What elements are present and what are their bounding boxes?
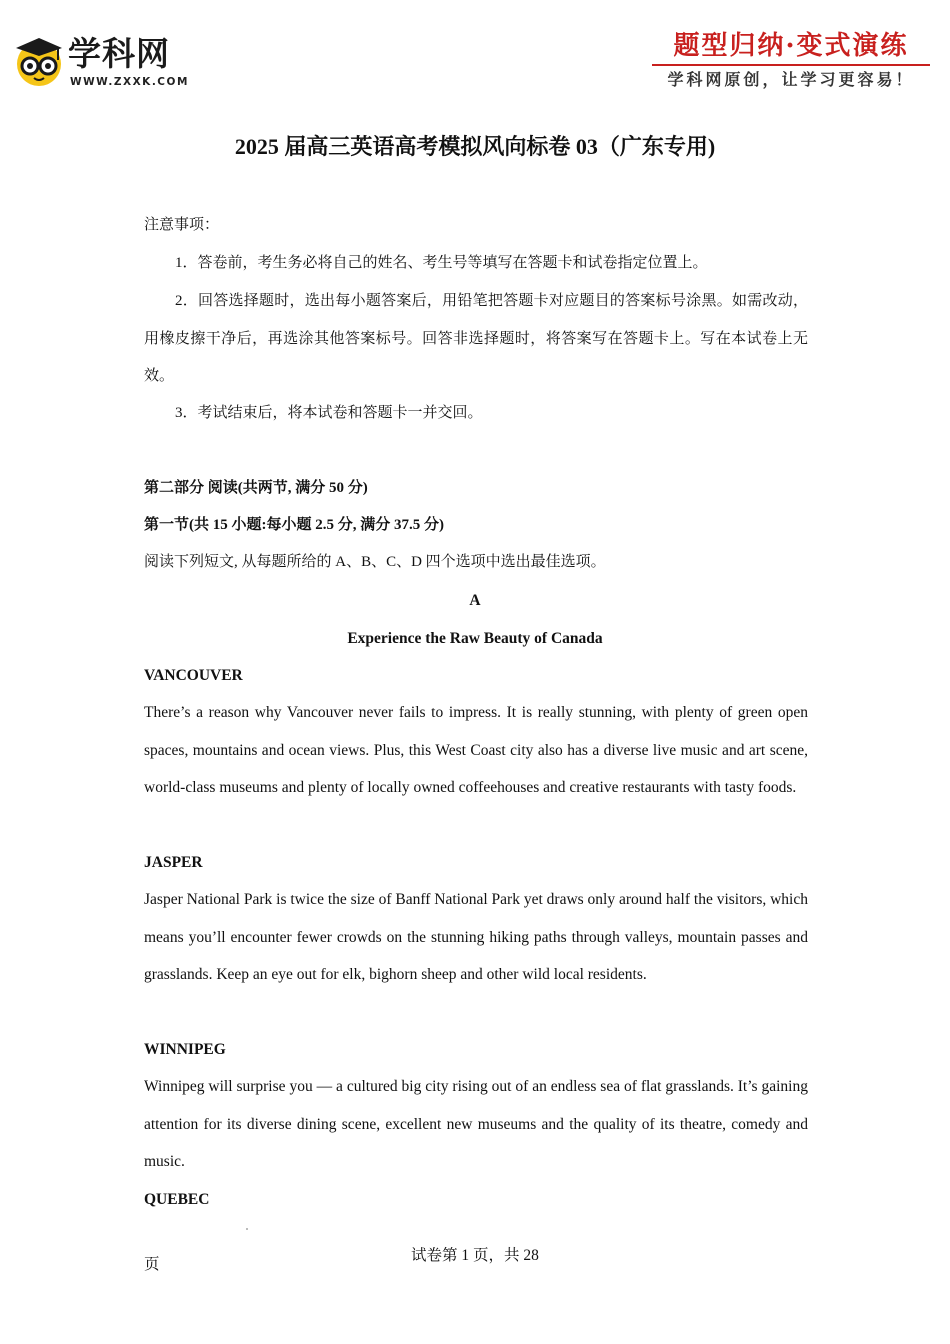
- exam-title: 2025 届高三英语高考模拟风向标卷 03（广东专用): [234, 134, 716, 159]
- notice-heading: 注意事项：: [144, 217, 220, 233]
- notice-item-3: 3．考试结束后，将本试卷和答题卡一并交回。: [175, 405, 483, 421]
- section-heading-quebec: QUEBEC: [144, 1191, 210, 1208]
- brand-url: WWW.ZXXK.COM: [70, 76, 189, 88]
- brand-name: 学科网: [68, 34, 170, 73]
- notice-item-1: 1．答卷前，考生务必将自己的姓名、考生号等填写在答题卡和试卷指定位置上。: [175, 255, 708, 271]
- part-heading: 第二部分 阅读(共两节, 满分 50 分): [144, 480, 368, 496]
- notice-item-2: 2．回答选择题时，选出每小题答案后，用铅笔把答题卡对应题目的答案标号涂黑。如需改动，用橡皮擦干净后，再选涂其他答案标号。回答非选择题时，将答案写在答题卡上。写在本试卷上无效。: [144, 293, 808, 384]
- paragraph-winnipeg: Winnipeg will surprise you — a cultured big city rising out of an endless sea of flat grasslands. It’s gaining attention for its diverse dining scene, excellent new museums and the quality of its theatre, comedy and music.: [144, 1078, 808, 1170]
- slogan-banner: [646, 30, 936, 94]
- section-heading-vancouver: VANCOUVER: [144, 667, 243, 684]
- section-heading-jasper: JASPER: [144, 854, 203, 871]
- passage-letter: A: [469, 592, 481, 609]
- decorative-dot: [246, 1228, 248, 1230]
- slogan-main: 题型归纳·变式演练: [673, 31, 909, 61]
- section-heading-winnipeg: WINNIPEG: [144, 1041, 226, 1058]
- subsection-heading: 第一节(共 15 小题:每小题 2.5 分, 满分 37.5 分): [144, 517, 444, 533]
- paragraph-jasper: Jasper National Park is twice the size of Banff National Park yet draws only around half the visitors, which means you’ll encounter fewer crowds on the stunning hiking paths through valleys, mountain passes and grasslands. Keep an eye out for elk, bighorn sheep and other wild local residents.: [144, 891, 808, 983]
- passage-title: Experience the Raw Beauty of Canada: [347, 630, 603, 647]
- page-info: 试卷第 1 页，共 28: [411, 1247, 539, 1264]
- paragraph-vancouver: There’s a reason why Vancouver never fails to impress. It is really stunning, with plenty of green open spaces, mountains and ocean views. Plus, this West Coast city also has a diverse live music and art scene, world-class museums and plenty of locally owned coffeehouses and creative restaurants with tasty foods.: [144, 704, 808, 796]
- page-label: 页: [144, 1256, 160, 1273]
- slogan-divider: [652, 64, 930, 66]
- brand-logo: [12, 30, 192, 92]
- owl-logo-icon: [12, 34, 66, 88]
- instruction-text: 阅读下列短文, 从每题所给的 A、B、C、D 四个选项中选出最佳选项。: [144, 554, 606, 570]
- slogan-sub: 学科网原创，让学习更容易！: [667, 70, 915, 89]
